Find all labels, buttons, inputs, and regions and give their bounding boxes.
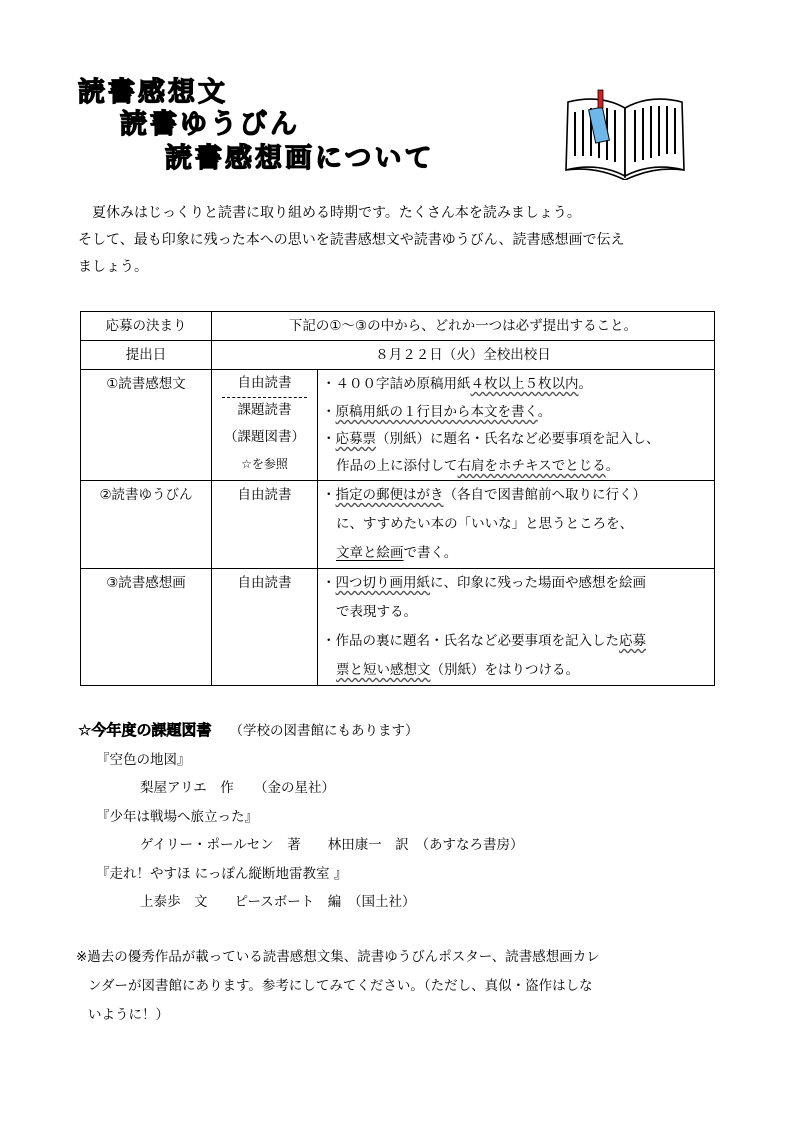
book-title: 『走れ！やすほ にっぽん縦断地雷教室 』 [96, 865, 348, 882]
picture-bullet-3: ・作品の裏に題名・氏名など必要事項を記入した応募 [322, 633, 646, 649]
mail-bullet-3: 文章と絵画で書く。 [336, 545, 458, 561]
picture-bullet-2: で表現する。 [336, 604, 417, 620]
intro-line-1: 夏休みはじっくりと読書に取り組める時期です。たくさん本を読みましょう。 [92, 205, 581, 221]
table-row [81, 569, 715, 686]
title-line-1: 読書感想文 [78, 77, 228, 108]
table-row [81, 341, 715, 370]
submission-rules-table [80, 311, 715, 686]
book-author: ゲイリー・ポールセン 著 林田康一 訳 （あすなろ書房） [140, 837, 524, 853]
footnote-line-2: ンダーが図書館にあります。参考にしてみてください。（ただし、真似・盗作はしな [88, 978, 593, 994]
mail-bullet-1: ・指定の郵便はがき（各自で図書館前へ取りに行く） [322, 487, 646, 503]
picture-label: ③読書感想画 [106, 575, 186, 591]
books-note: （学校の図書館にもあります） [229, 723, 419, 739]
essay-bullet-3: ・応募票（別紙）に題名・氏名など必要事項を記入し、 [322, 431, 660, 447]
essay-assigned-books: （課題図書） [224, 429, 305, 445]
intro-line-2: そして、最も印象に残った本への思いを読書感想文や読書ゆうびん、読書感想画で伝え [78, 232, 625, 248]
picture-free: 自由読書 [237, 575, 292, 591]
intro-text [78, 200, 728, 281]
date-label: 提出日 [81, 341, 212, 370]
essay-label: ①読書感想文 [106, 376, 186, 392]
table-row [81, 481, 715, 569]
assigned-books-section [78, 716, 524, 917]
mail-free: 自由読書 [237, 487, 292, 503]
essay-bullet-1: ・４００字詰め原稿用紙４枚以上５枚以内。 [322, 376, 592, 392]
intro-line-3: ましょう。 [78, 259, 148, 275]
rule-text: 下記の①～③の中から、どれか一つは必ず提出すること。 [212, 312, 715, 341]
books-heading: ☆今年度の課題図書 （学校の図書館にもあります） [78, 721, 419, 739]
mail-bullet-2: に、すすめたい本の「いいな」と思うところを、 [336, 516, 634, 532]
mail-label: ②読書ゆうびん [99, 487, 193, 503]
title-line-2: 読書ゆうびん [120, 109, 300, 140]
rule-label: 応募の決まり [81, 312, 212, 341]
table-row [81, 312, 715, 341]
footnote [76, 943, 726, 1030]
picture-bullet-1: ・四つ切り画用紙に、印象に残った場面や感想を絵画 [322, 575, 646, 591]
book-title: 『空色の地図』 [96, 751, 191, 768]
book-title: 『少年は戦場へ旅立った』 [96, 808, 258, 825]
essay-free: 自由読書 [222, 370, 307, 398]
open-book-icon [560, 88, 690, 180]
table-row [81, 370, 715, 481]
footnote-line-1: ※過去の優秀作品が載っている読書感想文集、読書ゆうびんポスター、読書感想画カレ [76, 949, 600, 965]
essay-assigned: 課題読書 [237, 402, 292, 418]
book-author: 梨屋アリエ 作 （金の星社） [140, 780, 335, 796]
essay-ref: ☆を参照 [241, 457, 288, 471]
picture-bullet-4: 票と短い感想文（別紙）をはりつける。 [336, 662, 579, 678]
essay-bullet-4: 作品の上に添付して右肩をホチキスでとじる。 [336, 458, 620, 474]
essay-bullet-2: ・原稿用紙の１行目から本文を書く。 [322, 404, 552, 420]
title-line-3: 読書感想画について [165, 143, 435, 174]
date-text: ８月２２日（火）全校出校日 [212, 341, 715, 370]
footnote-line-3: いように！） [88, 1007, 169, 1023]
book-author: 上泰歩 文 ピースボート 編 （国土社） [140, 894, 416, 910]
